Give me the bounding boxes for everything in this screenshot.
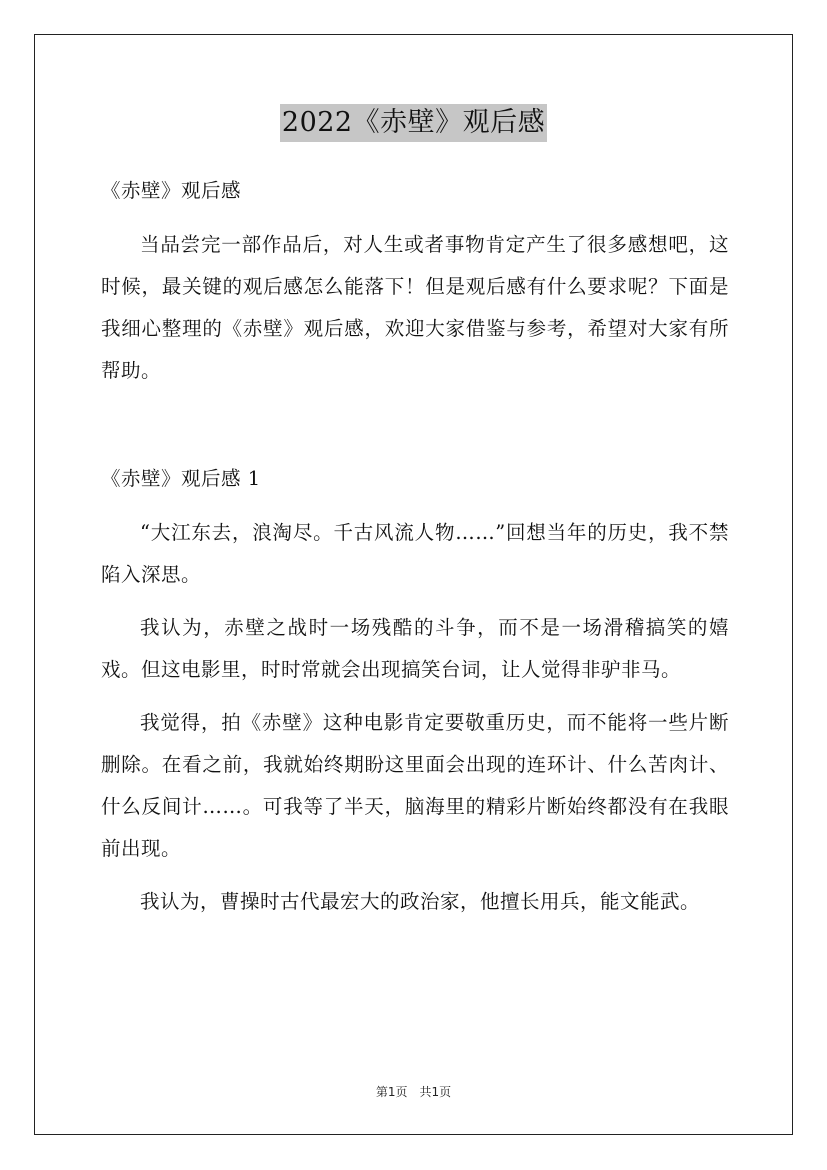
section-heading: 《赤壁》观后感 bbox=[101, 179, 242, 202]
page-footer bbox=[0, 1084, 827, 1100]
body-paragraph: 我觉得，拍《赤壁》这种电影肯定要敬重历史，而不能将一些片断删除。在看之前，我就始终期盼这里面会出现的连环计、什么苦肉计、什么反间计……。可我等了半天，脑海里的精彩片断始终都没有在我眼前出现。 bbox=[101, 711, 729, 860]
document-title: 2022《赤壁》观后感 bbox=[280, 104, 547, 142]
section-heading: 《赤壁》观后感 1 bbox=[101, 467, 261, 490]
body-paragraph: “大江东去，浪淘尽。千古风流人物……”回想当年的历史，我不禁陷入深思。 bbox=[101, 521, 729, 586]
document-body bbox=[101, 170, 729, 934]
body-paragraph: 我认为，曹操时古代最宏大的政治家，他擅长用兵，能文能武。 bbox=[140, 890, 701, 913]
title-container bbox=[0, 104, 827, 142]
body-paragraph: 我认为，赤壁之战时一场残酷的斗争，而不是一场滑稽搞笑的嬉戏。但这电影里，时时常就会出现搞笑台词，让人觉得非驴非马。 bbox=[101, 616, 729, 681]
page-number: 第1页 bbox=[375, 1085, 408, 1099]
intro-paragraph: 当品尝完一部作品后，对人生或者事物肯定产生了很多感想吧，这时候，最关键的观后感怎么能落下！但是观后感有什么要求呢？下面是我细心整理的《赤壁》观后感，欢迎大家借鉴与参考，希望对大家有所帮助。 bbox=[101, 233, 729, 382]
page-total: 共1页 bbox=[419, 1085, 452, 1099]
